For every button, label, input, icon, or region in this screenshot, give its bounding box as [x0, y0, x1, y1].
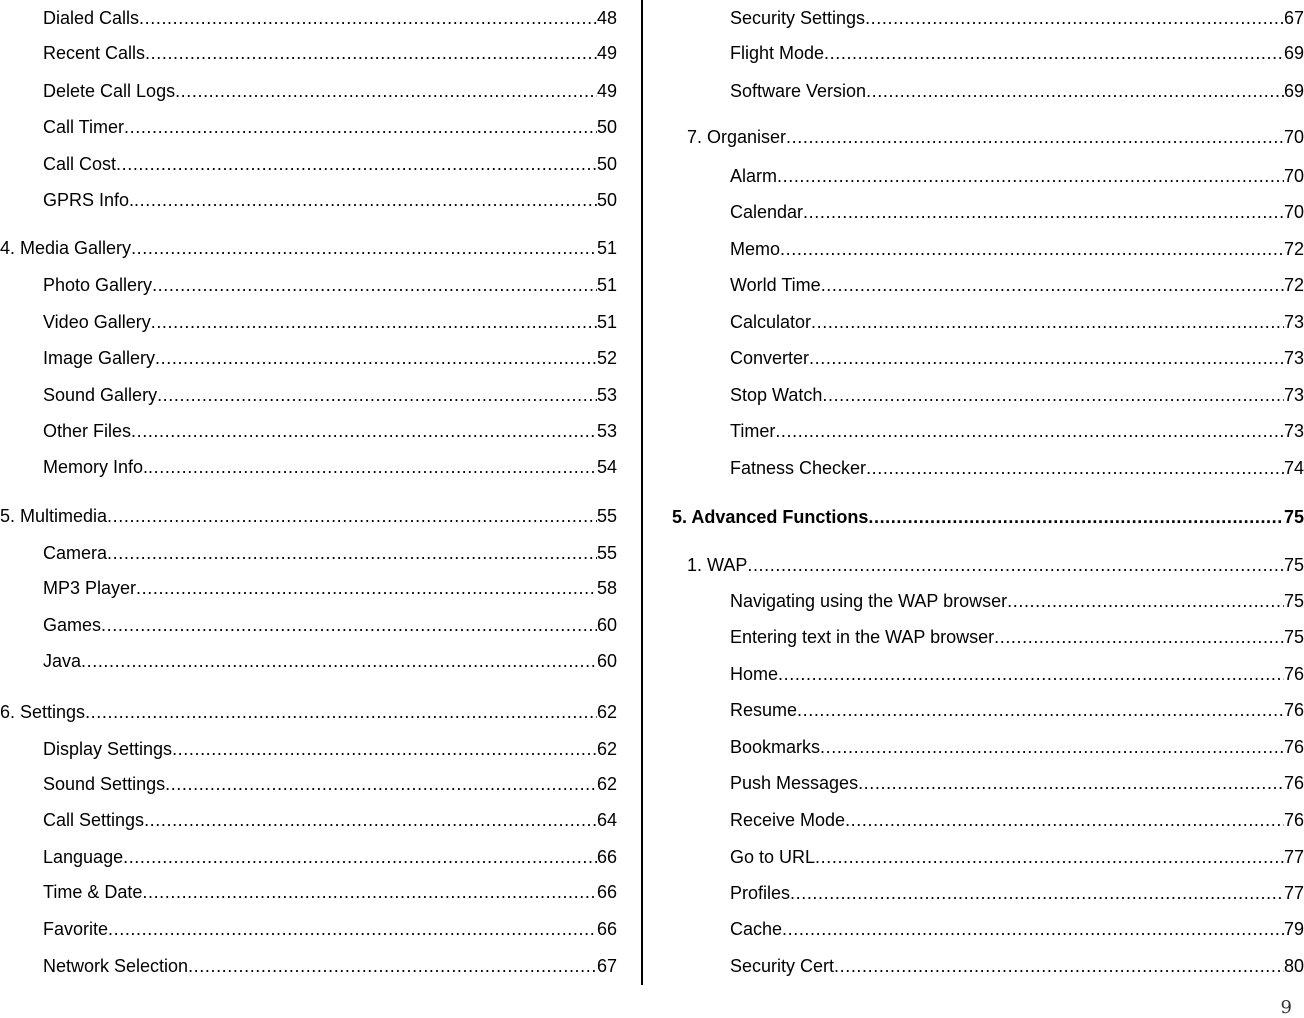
toc-entry-title: Software Version [730, 81, 867, 101]
toc-entry [730, 347, 1304, 369]
toc-entry-page: 62 [596, 702, 617, 722]
toc-entry [730, 955, 1304, 977]
toc-entry-title: Calendar [730, 202, 804, 222]
toc-entry-title: Resume [730, 700, 798, 720]
toc-entry [43, 846, 617, 868]
toc-dot-leader [775, 420, 1284, 442]
toc-entry [43, 738, 617, 760]
toc-entry-page: 52 [596, 348, 617, 368]
toc-entry [730, 699, 1304, 721]
toc-entry [43, 274, 617, 296]
toc-entry [43, 881, 617, 903]
toc-entry-title: Cache [730, 919, 783, 939]
toc-entry [43, 420, 617, 442]
toc-entry [730, 809, 1304, 831]
toc-entry-page: 69 [1283, 43, 1304, 63]
toc-entry [730, 457, 1304, 479]
toc-entry-page: 48 [596, 8, 617, 28]
toc-entry [730, 918, 1304, 940]
toc-entry-title: World Time [730, 275, 821, 295]
toc-entry-page: 50 [596, 190, 617, 210]
toc-dot-leader [155, 347, 597, 369]
toc-entry-page: 60 [596, 651, 617, 671]
toc-entry-title: Sound Gallery [43, 385, 158, 405]
toc-dot-leader [780, 238, 1284, 260]
toc-entry-title: Push Messages [730, 773, 859, 793]
toc-entry-page: 66 [596, 882, 617, 902]
toc-entry-page: 72 [1283, 275, 1304, 295]
toc-dot-leader [778, 663, 1284, 685]
toc-dot-leader [116, 153, 597, 175]
toc-entry-title: Photo Gallery [43, 275, 153, 295]
toc-entry-page: 69 [1283, 81, 1304, 101]
toc-dot-leader [108, 918, 597, 940]
toc-dot-leader [152, 274, 597, 296]
toc-entry-page: 76 [1283, 664, 1304, 684]
toc-dot-leader [994, 626, 1284, 648]
toc-entry [687, 554, 1304, 576]
toc-entry-page: 64 [596, 810, 617, 830]
toc-entry-title: Video Gallery [43, 312, 151, 332]
toc-entry-page: 73 [1283, 385, 1304, 405]
toc-entry [43, 7, 617, 29]
toc-entry [43, 42, 617, 64]
toc-dot-leader [822, 384, 1284, 406]
toc-dot-leader [797, 699, 1284, 721]
toc-entry-page: 50 [596, 154, 617, 174]
toc-dot-leader [866, 80, 1284, 102]
toc-entry-title: Go to URL [730, 847, 816, 867]
toc-entry-page: 53 [596, 421, 617, 441]
toc-dot-leader [786, 126, 1284, 148]
toc-entry-title: 5. Multimedia [0, 506, 108, 526]
toc-entry [730, 201, 1304, 223]
toc-entry [730, 42, 1304, 64]
toc-entry-page: 79 [1283, 919, 1304, 939]
toc-entry [730, 80, 1304, 102]
toc-entry-title: Security Settings [730, 8, 866, 28]
toc-dot-leader [107, 505, 597, 527]
toc-entry-title: Camera [43, 543, 108, 563]
toc-entry-page: 75 [1283, 627, 1304, 647]
toc-dot-leader [139, 7, 597, 29]
toc-entry-title: Dialed Calls [43, 8, 140, 28]
toc-entry [43, 918, 617, 940]
toc-dot-leader [157, 384, 597, 406]
toc-entry-page: 70 [1283, 202, 1304, 222]
toc-entry-title: 5. Advanced Functions [672, 507, 869, 527]
toc-entry-page: 70 [1283, 166, 1304, 186]
toc-entry [730, 420, 1304, 442]
toc-dot-leader [85, 701, 597, 723]
toc-entry-title: Timer [730, 421, 776, 441]
toc-entry-title: Call Timer [43, 117, 125, 137]
toc-entry [730, 238, 1304, 260]
toc-dot-leader [136, 577, 597, 599]
toc-dot-leader [172, 738, 597, 760]
toc-entry [730, 663, 1304, 685]
toc-entry [43, 809, 617, 831]
toc-dot-leader [865, 7, 1284, 29]
toc-entry-page: 75 [1283, 591, 1304, 611]
toc-entry-page: 77 [1283, 847, 1304, 867]
toc-entry-page: 76 [1283, 773, 1304, 793]
toc-dot-leader [175, 80, 597, 102]
toc-dot-leader [81, 650, 597, 672]
toc-entry [730, 311, 1304, 333]
toc-entry-page: 55 [596, 506, 617, 526]
toc-dot-leader [107, 542, 597, 564]
toc-dot-leader [1007, 590, 1284, 612]
page-number: 9 [1280, 997, 1292, 1018]
toc-entry [730, 7, 1304, 29]
toc-entry-title: 1. WAP [687, 555, 748, 575]
toc-entry [43, 384, 617, 406]
toc-entry [43, 542, 617, 564]
toc-entry [730, 626, 1304, 648]
column-divider [641, 0, 643, 985]
toc-entry-page: 51 [596, 275, 617, 295]
toc-entry-title: Home [730, 664, 779, 684]
toc-dot-leader [144, 809, 597, 831]
toc-entry [730, 165, 1304, 187]
toc-entry-page: 73 [1283, 312, 1304, 332]
toc-entry-page: 66 [596, 847, 617, 867]
toc-entry-page: 55 [596, 543, 617, 563]
toc-entry [43, 116, 617, 138]
toc-entry-title: Display Settings [43, 739, 173, 759]
toc-dot-leader [747, 554, 1284, 576]
toc-entry-page: 67 [596, 956, 617, 976]
toc-entry-title: Converter [730, 348, 810, 368]
toc-dot-leader [134, 189, 597, 211]
toc-entry-title: Call Settings [43, 810, 145, 830]
toc-entry-title: Navigating using the WAP browser [730, 591, 1008, 611]
toc-entry [43, 614, 617, 636]
toc-dot-leader [131, 420, 597, 442]
toc-entry [730, 384, 1304, 406]
toc-dot-leader [101, 614, 597, 636]
toc-entry-page: 76 [1283, 810, 1304, 830]
toc-entry-title: Language [43, 847, 124, 867]
toc-entry [730, 772, 1304, 794]
toc-entry [43, 80, 617, 102]
toc-entry-title: Other Files [43, 421, 132, 441]
toc-dot-leader [803, 201, 1284, 223]
toc-entry-title: Profiles [730, 883, 791, 903]
toc-dot-leader [145, 42, 597, 64]
toc-entry-title: Time & Date [43, 882, 143, 902]
toc-dot-leader [811, 311, 1284, 333]
toc-entry [43, 347, 617, 369]
toc-entry-title: Entering text in the WAP browser [730, 627, 995, 647]
toc-dot-leader [820, 736, 1284, 758]
toc-entry-page: 80 [1283, 956, 1304, 976]
toc-entry-title: GPRS Info. [43, 190, 135, 210]
toc-entry-page: 75 [1283, 507, 1304, 527]
toc-entry-title: Games [43, 615, 102, 635]
toc-entry [43, 153, 617, 175]
toc-entry [730, 736, 1304, 758]
toc-entry-title: Image Gallery [43, 348, 156, 368]
toc-entry-page: 76 [1283, 737, 1304, 757]
toc-dot-leader [866, 457, 1284, 479]
toc-dot-leader [142, 881, 597, 903]
toc-entry-page: 62 [596, 774, 617, 794]
toc-entry-title: Receive Mode [730, 810, 846, 830]
toc-entry-page: 73 [1283, 348, 1304, 368]
toc-dot-leader [809, 347, 1284, 369]
toc-entry-title: Delete Call Logs [43, 81, 176, 101]
toc-dot-leader [165, 773, 597, 795]
toc-dot-leader [858, 772, 1284, 794]
toc-entry [43, 189, 617, 211]
toc-entry-page: 72 [1283, 239, 1304, 259]
toc-entry-title: Fatness Checker [730, 458, 867, 478]
toc-entry-page: 51 [596, 312, 617, 332]
toc-dot-leader [821, 274, 1284, 296]
toc-entry-title: 6. Settings [0, 702, 86, 722]
toc-entry-title: Alarm [730, 166, 778, 186]
toc-entry-page: 53 [596, 385, 617, 405]
toc-entry [672, 506, 1304, 528]
toc-entry-page: 70 [1283, 127, 1304, 147]
toc-entry-title: Network Selection [43, 956, 189, 976]
toc-entry-title: Memory Info. [43, 457, 149, 477]
toc-dot-leader [188, 955, 597, 977]
toc-entry-title: Bookmarks [730, 737, 821, 757]
toc-entry-page: 76 [1283, 700, 1304, 720]
toc-entry-page: 74 [1283, 458, 1304, 478]
toc-entry [730, 590, 1304, 612]
toc-entry-title: Calculator [730, 312, 812, 332]
toc-entry [43, 311, 617, 333]
toc-dot-leader [148, 456, 597, 478]
toc-entry [687, 126, 1304, 148]
toc-entry-title: Security Cert [730, 956, 835, 976]
toc-dot-leader [777, 165, 1284, 187]
toc-entry [43, 773, 617, 795]
toc-dot-leader [824, 42, 1284, 64]
toc-entry-page: 58 [596, 578, 617, 598]
toc-dot-leader [790, 882, 1284, 904]
toc-entry [43, 577, 617, 599]
toc-dot-leader [124, 116, 597, 138]
toc-dot-leader [845, 809, 1284, 831]
toc-dot-leader [782, 918, 1284, 940]
toc-dot-leader [123, 846, 597, 868]
toc-entry-page: 60 [596, 615, 617, 635]
toc-entry-page: 49 [596, 81, 617, 101]
toc-entry-page: 67 [1283, 8, 1304, 28]
toc-entry-title: Sound Settings [43, 774, 166, 794]
toc-entry [43, 955, 617, 977]
toc-entry-page: 77 [1283, 883, 1304, 903]
toc-entry-title: 7. Organiser [687, 127, 787, 147]
toc-entry-page: 49 [596, 43, 617, 63]
toc-entry [0, 505, 617, 527]
toc-entry [730, 846, 1304, 868]
toc-entry-title: 4. Media Gallery [0, 238, 132, 258]
toc-entry-page: 66 [596, 919, 617, 939]
toc-entry-page: 50 [596, 117, 617, 137]
toc-dot-leader [151, 311, 597, 333]
toc-dot-leader [131, 237, 597, 259]
toc-entry-title: Memo [730, 239, 781, 259]
toc-entry-page: 51 [596, 238, 617, 258]
toc-entry [43, 456, 617, 478]
toc-entry-title: Call Cost [43, 154, 117, 174]
toc-entry-page: 62 [596, 739, 617, 759]
toc-entry-title: Java [43, 651, 82, 671]
toc-entry-page: 54 [596, 457, 617, 477]
toc-entry [0, 701, 617, 723]
toc-dot-leader [834, 955, 1284, 977]
toc-entry [730, 882, 1304, 904]
toc-entry [0, 237, 617, 259]
toc-entry-title: Favorite [43, 919, 109, 939]
toc-dot-leader [868, 506, 1284, 528]
toc-entry-title: Recent Calls [43, 43, 146, 63]
toc-entry-page: 73 [1283, 421, 1304, 441]
toc-entry [730, 274, 1304, 296]
toc-entry [43, 650, 617, 672]
toc-entry-title: Flight Mode [730, 43, 825, 63]
toc-entry-title: Stop Watch [730, 385, 823, 405]
toc-dot-leader [815, 846, 1284, 868]
toc-entry-page: 75 [1283, 555, 1304, 575]
toc-entry-title: MP3 Player [43, 578, 137, 598]
